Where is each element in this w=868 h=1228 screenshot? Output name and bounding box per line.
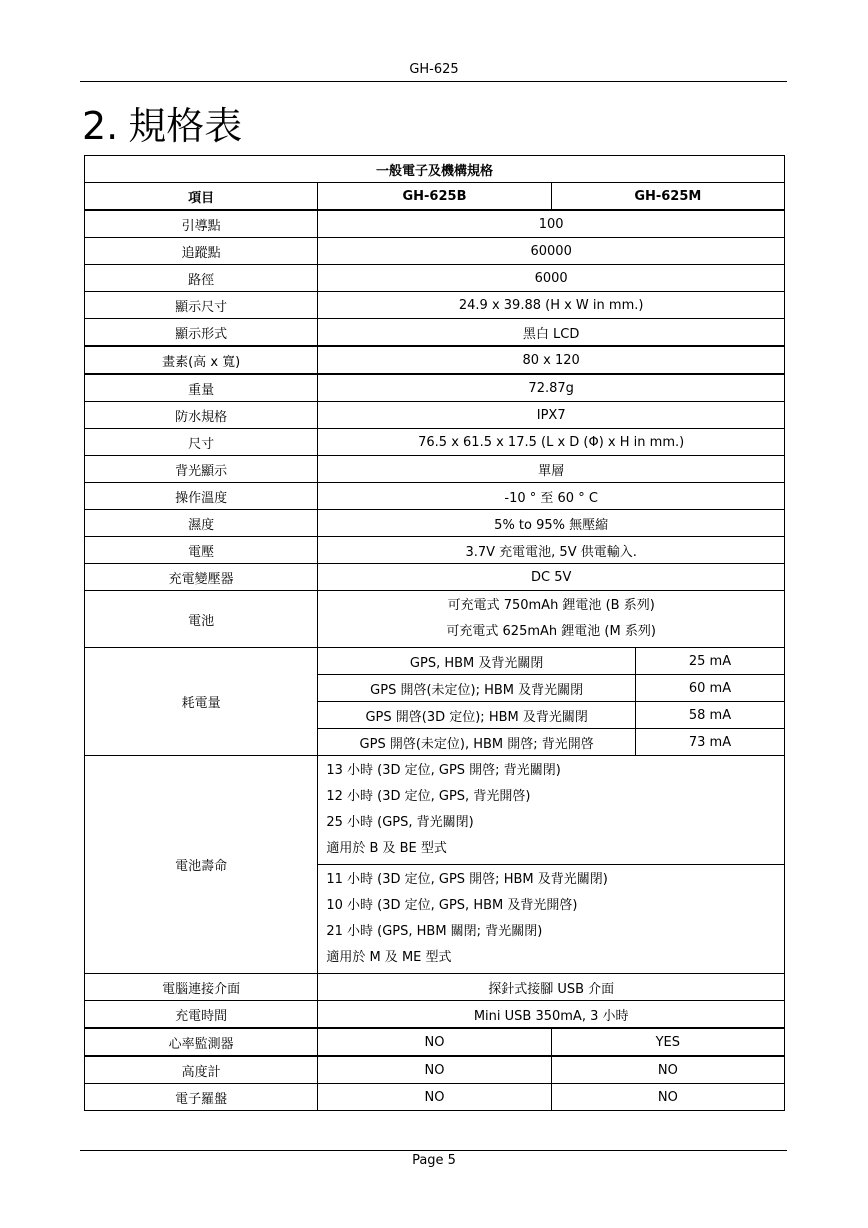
- consumption-mode: GPS 開啓(未定位); HBM 及背光關閉: [318, 675, 635, 702]
- compare-row: [85, 1028, 785, 1056]
- row-label: 高度計: [85, 1056, 318, 1084]
- spec-table: [84, 155, 785, 1111]
- row-value: 3.7V 充電電池, 5V 供電輸入.: [318, 537, 785, 564]
- row-label: 電腦連接介面: [85, 974, 318, 1001]
- section-title-text: 規格表: [128, 104, 243, 148]
- row-label: 心率監測器: [85, 1028, 318, 1056]
- value-gh625m: NO: [551, 1084, 784, 1111]
- row-label: 濕度: [85, 510, 318, 537]
- row-value: 24.9 x 39.88 (H x W in mm.): [318, 292, 785, 319]
- column-header-gh625m: GH-625M: [551, 183, 784, 211]
- table-row: [85, 483, 785, 510]
- battery-life-line: 10 小時 (3D 定位, GPS, HBM 及背光開啓): [326, 898, 578, 913]
- table-row: [85, 292, 785, 319]
- table-row: [85, 456, 785, 483]
- table-row: [85, 537, 785, 564]
- consumption-value: 60 mA: [636, 675, 785, 702]
- value-gh625b: NO: [318, 1056, 551, 1084]
- table-row: [85, 374, 785, 402]
- compare-row: [85, 1084, 785, 1111]
- battery-life-label: 電池壽命: [85, 756, 318, 974]
- row-label: 路徑: [85, 265, 318, 292]
- footer-rule: [80, 1150, 787, 1151]
- consumption-item: [318, 702, 784, 729]
- row-value: 黑白 LCD: [318, 319, 785, 347]
- consumption-mode: GPS 開啓(未定位), HBM 開啓; 背光開啓: [318, 729, 635, 756]
- battery-life-values: [318, 756, 785, 974]
- battery-line: 可充電式 750mAh 鋰電池 (B 系列): [447, 598, 655, 613]
- battery-row: [85, 591, 785, 648]
- row-value: 100: [318, 210, 785, 238]
- row-label: 背光顯示: [85, 456, 318, 483]
- row-value: 72.87g: [318, 374, 785, 402]
- table-row: [85, 210, 785, 238]
- consumption-item: [318, 675, 784, 702]
- battery-life-line: 適用於 B 及 BE 型式: [326, 841, 447, 856]
- row-value: 5% to 95% 無壓縮: [318, 510, 785, 537]
- value-gh625b: NO: [318, 1028, 551, 1056]
- consumption-value: 73 mA: [636, 729, 785, 756]
- section-number: 2.: [82, 104, 119, 148]
- battery-life-line: 11 小時 (3D 定位, GPS 開啓; HBM 及背光關閉): [326, 872, 608, 887]
- table-row: [85, 510, 785, 537]
- row-value: IPX7: [318, 402, 785, 429]
- row-label: 畫素(高 x 寬): [85, 346, 318, 374]
- consumption-item: [318, 648, 784, 675]
- row-value: DC 5V: [318, 564, 785, 591]
- battery-label: 電池: [85, 591, 318, 648]
- row-value: 80 x 120: [318, 346, 785, 374]
- table-row: [85, 402, 785, 429]
- row-value: Mini USB 350mA, 3 小時: [318, 1001, 785, 1029]
- consumption-mode: GPS, HBM 及背光關閉: [409, 655, 544, 671]
- battery-line: 可充電式 625mAh 鋰電池 (M 系列): [446, 624, 656, 639]
- consumption-value: 58 mA: [636, 702, 785, 729]
- value-gh625m: YES: [551, 1028, 784, 1056]
- battery-life-line: 13 小時 (3D 定位, GPS 開啓; 背光關閉): [326, 763, 561, 778]
- table-caption: 一般電子及機構規格: [85, 156, 785, 183]
- row-value: 探針式接腳 USB 介面: [318, 974, 785, 1001]
- row-label: 電壓: [85, 537, 318, 564]
- consumption-value: 25 mA: [636, 648, 785, 675]
- value-gh625b: NO: [318, 1084, 551, 1111]
- header-rule: [80, 81, 787, 82]
- compare-row: [85, 1056, 785, 1084]
- consumption-mode: GPS 開啓(3D 定位); HBM 及背光關閉: [318, 702, 635, 729]
- consumption-item: [318, 729, 784, 756]
- row-label: 充電變壓器: [85, 564, 318, 591]
- row-label: 顯示尺寸: [85, 292, 318, 319]
- column-header-gh625b: GH-625B: [318, 183, 551, 211]
- consumption-subtable: [318, 648, 784, 755]
- table-row: [85, 974, 785, 1001]
- column-header-item: 項目: [85, 183, 318, 211]
- table-row: [85, 319, 785, 347]
- consumption-row: [85, 648, 785, 756]
- table-row: [85, 1001, 785, 1029]
- table-caption-row: [85, 156, 785, 183]
- battery-life-line: 適用於 M 及 ME 型式: [326, 950, 452, 965]
- row-value: -10 ° 至 60 ° C: [318, 483, 785, 510]
- row-label: 顯示形式: [85, 319, 318, 347]
- row-label: 尺寸: [85, 429, 318, 456]
- row-value: 60000: [318, 238, 785, 265]
- row-value: 6000: [318, 265, 785, 292]
- battery-life-line: 12 小時 (3D 定位, GPS, 背光開啓): [326, 789, 531, 804]
- row-label: 引導點: [85, 210, 318, 238]
- row-value: 單層: [318, 456, 785, 483]
- table-header-row: [85, 183, 785, 211]
- row-label: 操作溫度: [85, 483, 318, 510]
- battery-values: [318, 591, 785, 648]
- table-row: [85, 265, 785, 292]
- table-row: [85, 564, 785, 591]
- table-row: [85, 238, 785, 265]
- page-header: GH-625: [409, 62, 459, 77]
- row-label: 電子羅盤: [85, 1084, 318, 1111]
- battery-life-row: [85, 756, 785, 974]
- consumption-label: 耗電量: [85, 648, 318, 756]
- section-title: [82, 100, 242, 152]
- row-label: 重量: [85, 374, 318, 402]
- row-label: 防水規格: [85, 402, 318, 429]
- consumption-values: [318, 648, 785, 756]
- battery-life-line: 25 小時 (GPS, 背光關閉): [326, 815, 474, 830]
- battery-life-group-b: [318, 756, 784, 864]
- battery-life-line: 21 小時 (GPS, HBM 關閉; 背光關閉): [326, 924, 543, 939]
- table-row: [85, 429, 785, 456]
- table-row: [85, 346, 785, 374]
- value-gh625m: NO: [551, 1056, 784, 1084]
- battery-life-group-m: [318, 864, 784, 973]
- row-label: 追蹤點: [85, 238, 318, 265]
- row-label: 充電時間: [85, 1001, 318, 1029]
- row-value: 76.5 x 61.5 x 17.5 (L x D (Φ) x H in mm.): [318, 429, 785, 456]
- page-number: Page 5: [412, 1153, 456, 1168]
